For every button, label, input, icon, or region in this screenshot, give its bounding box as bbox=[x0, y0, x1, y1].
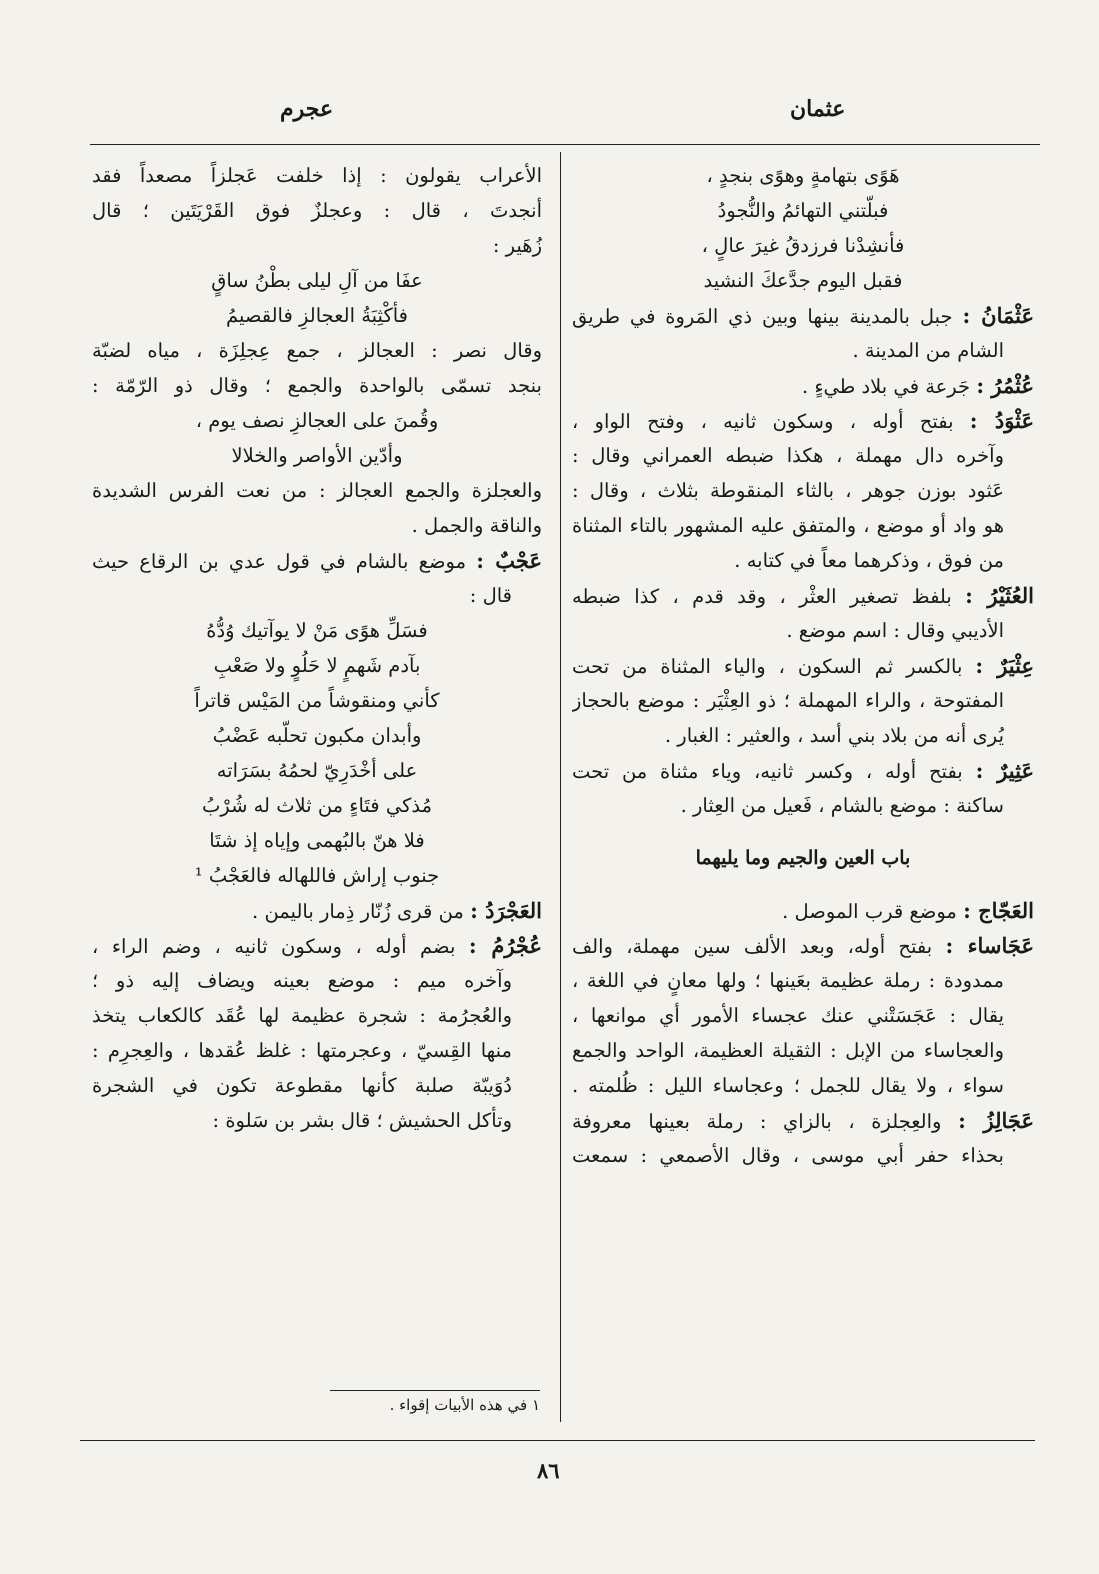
text-line: والعجلزة والجمع العجالز : من نعت الفرس الشديدة bbox=[92, 479, 542, 502]
dictionary-entry bbox=[572, 298, 1034, 333]
entry-headword: عَجْبٌ : bbox=[476, 548, 542, 573]
entry-continuation: منها القِسيّ ، وعجرمتها : غلظ عُقدها ، والعِجرِم : bbox=[92, 1039, 512, 1062]
section-title: باب العين والجيم وما يليهما bbox=[695, 847, 911, 869]
entry-continuation: وتأكل الحشيش ؛ قال بشر بن سَلوة : bbox=[212, 1109, 512, 1132]
entry-text: بلفظ تصغير العثْر ، وقد قدم ، كذا ضبطه bbox=[572, 585, 952, 608]
verse-line: وأبدان مكبون تحلّبه عَضْبُ bbox=[212, 724, 422, 747]
entry-headword: العَجْرَدُ : bbox=[470, 898, 542, 923]
left-column bbox=[92, 158, 542, 1138]
column-divider bbox=[560, 152, 561, 1422]
dictionary-entry bbox=[572, 578, 1034, 613]
dictionary-entry bbox=[572, 648, 1034, 683]
entry-continuation: وآخره ميم : موضع بعينه ويضاف إليه ذو ؛ bbox=[92, 969, 512, 992]
entry-continuation: ممدودة : رملة عظيمة بعَينها ؛ ولها معانٍ في اللغة ، bbox=[572, 969, 1004, 992]
verse-line: مُذكي فتَاءٍ من ثلاث له شُرْبُ bbox=[201, 794, 433, 817]
verse-line: بآدم شَهمٍ لا حَلُوٍ ولا صَعْبِ bbox=[213, 654, 421, 677]
entry-headword: عَثْمَانُ : bbox=[962, 303, 1034, 328]
dictionary-entry bbox=[572, 753, 1034, 788]
verse-line: على أخْدَرِيّ لحمُهُ بسَرَاته bbox=[216, 759, 418, 782]
entry-text: جَرعة في بلاد طيءٍ . bbox=[801, 375, 971, 398]
verse-line: فلا هنّ بالبُهمى وإياه إذ شتَا bbox=[209, 829, 425, 852]
entry-continuation: الأديبي وقال : اسم موضع . bbox=[786, 619, 1004, 642]
dictionary-entry bbox=[572, 403, 1034, 438]
verse-line: عفَا من آلِ ليلى بطْنُ ساقٍ bbox=[211, 269, 423, 292]
entry-text: جبل بالمدينة بينها وبين ذي المَروة في طريق bbox=[572, 305, 953, 328]
verse-line: كأني ومنقوشاً من المَيْس قاتراً bbox=[194, 689, 440, 712]
entry-text: من قرى زُنّار ذِمار باليمن . bbox=[252, 900, 464, 923]
entry-continuation: والعُجرُمة : شجرة عظيمة لها عُقَد كالكعاب يتخذ bbox=[92, 1004, 512, 1027]
dictionary-entry bbox=[572, 928, 1034, 963]
right-column bbox=[572, 158, 1034, 1173]
entry-continuation: عَثود بوزن جوهر ، بالثاء المنقوطة بثلاث ، وقال : bbox=[572, 479, 1004, 502]
entry-headword: العَجّاج : bbox=[963, 898, 1034, 923]
footnote-rule bbox=[330, 1390, 540, 1391]
verse-line: هَوًى بتهامةٍ وهوًى بنجدٍ ، bbox=[706, 164, 900, 187]
page-number: ٨٦ bbox=[537, 1458, 560, 1483]
text-line: والناقة والجمل . bbox=[411, 514, 542, 537]
entry-headword: عَثِيرٌ : bbox=[975, 758, 1034, 783]
entry-continuation: قال : bbox=[469, 584, 512, 607]
running-head-right: عثمان bbox=[790, 96, 846, 122]
text-line: وقال نصر : العجالز ، جمع عِجلِزَة ، مياه لضبّة bbox=[92, 339, 542, 362]
running-head-left: عجرم bbox=[280, 96, 334, 122]
verse-line: فسَلِّ هوًى مَنْ لا يوآتيك وُدُّهُ bbox=[206, 619, 428, 642]
entry-text: بالكسر ثم السكون ، والياء المثناة من تحت bbox=[572, 655, 963, 678]
entry-continuation: المفتوحة ، والراء المهملة ؛ ذو العِثْيَر : موضع بالحجاز bbox=[572, 689, 1004, 712]
dictionary-entry bbox=[92, 543, 542, 578]
verse-line: فبلّتني التهائمُ والنُّجودُ bbox=[717, 199, 889, 222]
verse-line: فأنشِدْنا فرزدقُ غيرَ عالٍ ، bbox=[701, 234, 905, 257]
dictionary-entry bbox=[572, 893, 1034, 928]
verse-line: جنوب إراش فاللهاله فالعَجْبُ ¹ bbox=[194, 864, 440, 887]
verse-line: فقبل اليوم جدَّعكَ النشيد bbox=[703, 269, 903, 292]
entry-continuation: بحذاء حفر أبي موسى ، وقال الأصمعي : سمعت bbox=[572, 1144, 1004, 1167]
footer-rule bbox=[80, 1440, 1035, 1441]
verse-line: فأكْثِبَةُ العجالزِ فالقصيمُ bbox=[225, 304, 408, 327]
entry-continuation: والعجاساء من الإبل : الثقيلة العظيمة، الواحد والجمع bbox=[572, 1039, 1004, 1062]
footnote: ١ في هذه الأبيات إقواء . bbox=[389, 1396, 540, 1414]
dictionary-entry bbox=[572, 1103, 1034, 1138]
text-line: أنجدتَ ، قال : وعجلزٌ فوق القَرْيَتَين ؛ قال bbox=[92, 199, 542, 222]
verse-line: وأدّين الأواصر والخلالا bbox=[231, 444, 403, 467]
verse-line: وقُمنَ على العجالزِ نصف يوم ، bbox=[195, 409, 439, 432]
entry-continuation: الشام من المدينة . bbox=[852, 339, 1004, 362]
entry-text: موضع قرب الموصل . bbox=[782, 900, 957, 923]
entry-text: والعِجلزة ، بالزاي : رملة بعينها معروفة bbox=[572, 1110, 942, 1133]
entry-continuation: دُوَيبّة صلبة كأنها مقطوعة تكون في الشجرة bbox=[92, 1074, 512, 1097]
entry-text: موضع بالشام في قول عدي بن الرقاع حيث bbox=[92, 550, 467, 573]
entry-headword: عَجَالِزُ : bbox=[958, 1108, 1034, 1133]
entry-continuation: ساكنة : موضع بالشام ، فَعيل من العِثار . bbox=[680, 794, 1004, 817]
entry-headword: عَثْوَدُ : bbox=[969, 408, 1034, 433]
entry-text: بفتح أوله، وبعد الألف سين مهملة، والف bbox=[572, 935, 933, 958]
header-rule bbox=[90, 144, 1040, 145]
entry-continuation: يُرى أنه من بلاد بني أسد ، والعثير : الغبار . bbox=[664, 724, 1004, 747]
entry-continuation: سواء ، ولا يقال للجمل ؛ وعجاساء الليل : ظُلمته . bbox=[572, 1074, 1004, 1097]
dictionary-entry bbox=[92, 893, 542, 928]
entry-headword: عُثْمُرُ : bbox=[976, 373, 1034, 398]
text-line: زُهَير : bbox=[492, 234, 542, 257]
entry-continuation: هو واد أو موضع ، والمتفق عليه المشهور بالتاء المثناة bbox=[572, 514, 1004, 537]
entry-continuation: يقال : عَجَسَتْني عنك عجساء الأمور أي موانعها ، bbox=[572, 1004, 1004, 1027]
text-line: بنجد تسمّى بالواحدة والجمع ؛ وقال ذو الرّمّة : bbox=[92, 374, 542, 397]
entry-headword: العُثَيْرُ : bbox=[965, 583, 1034, 608]
entry-continuation: من فوق ، وذكرهما معاً في كتابه . bbox=[734, 549, 1004, 572]
text-line: الأعراب يقولون : إذا خلفت عَجلزاً مصعداً فقد bbox=[92, 164, 542, 187]
entry-headword: عِثْيَرٌ : bbox=[975, 653, 1034, 678]
dictionary-entry bbox=[572, 368, 1034, 403]
entry-text: بفتح أوله ، وسكون ثانيه ، وفتح الواو ، bbox=[572, 410, 954, 433]
entry-text: بفتح أوله ، وكسر ثانيه، وياء مثناة من تحت bbox=[572, 760, 963, 783]
entry-headword: عَجَاساء : bbox=[945, 933, 1034, 958]
entry-continuation: وآخره دال مهملة ، هكذا ضبطه العمراني وقال : bbox=[572, 444, 1004, 467]
dictionary-entry bbox=[92, 928, 542, 963]
entry-text: بضم أوله ، وسكون ثانيه ، وضم الراء ، bbox=[92, 935, 456, 958]
entry-headword: عُجْرُمُ : bbox=[468, 933, 542, 958]
